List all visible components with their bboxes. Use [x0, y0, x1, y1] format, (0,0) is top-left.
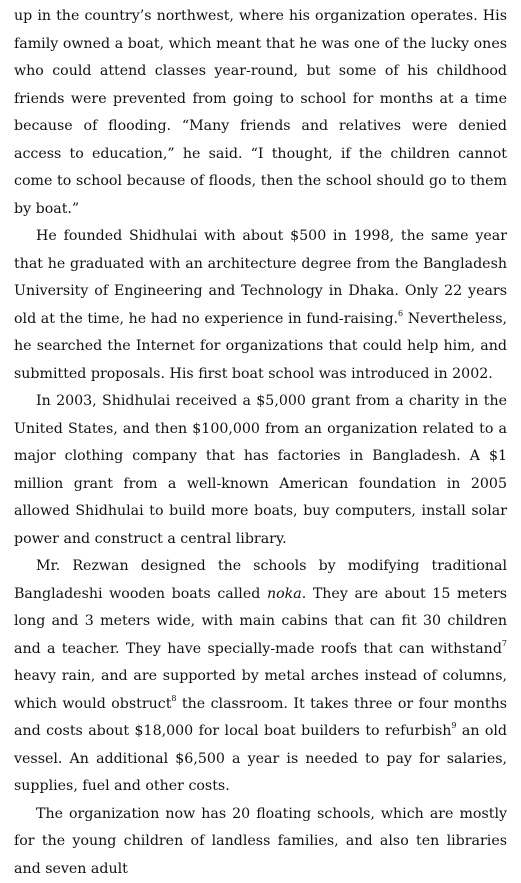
paragraph-text: up in the country’s northwest, where his organization operates. His family owned a boat, which meant that he was one of the lucky ones who could attend classes year-round, but some of his childhood friends were prevented from going to school for months at a time because of flooding. “Many friends and relatives were denied access to education,” he said. “I thought, if the children cannot come to school because of floods, then the school should go to them by boat.” — [14, 8, 507, 217]
italic-term: noka — [267, 586, 302, 602]
paragraph-3 — [14, 388, 507, 553]
paragraph-text: The organization now has 20 floating schools, which are mostly for the young children of landless families, and also ten libraries and seven adult — [14, 806, 507, 877]
paragraph-text: Nevertheless, he searched the Internet for organizations that could help him, and submitted proposals. His first boat school was introduced in 2002. — [14, 311, 507, 382]
paragraph-text: He founded Shidhulai with about $500 in 1998, the same year that he graduated with an architecture degree from the Bangladesh University of Engineering and Technology in Dhaka. Only 22 years old at the time, he had no experience in fund-raising. — [14, 228, 507, 327]
paragraph-5 — [14, 801, 507, 883]
document-page — [14, 3, 507, 883]
paragraph-text: an old vessel. An additional $6,500 a year is needed to pay for salaries, supplies, fuel and other costs. — [14, 723, 507, 794]
paragraph-1 — [14, 3, 507, 223]
paragraph-text: heavy rain, and are supported by metal arches instead of columns, which would obstruct — [14, 668, 507, 712]
footnote-marker: 8 — [171, 694, 176, 703]
paragraph-text: . They are about 15 meters long and 3 meters wide, with main cabins that can fit 30 children and a teacher. They have specially-made roofs that can withstand — [14, 586, 507, 657]
paragraph-4 — [14, 553, 507, 801]
paragraph-text: the classroom. It takes three or four months and costs about $18,000 for local boat builders to refurbish — [14, 696, 507, 740]
footnote-marker: 9 — [451, 721, 456, 730]
paragraph-text: In 2003, Shidhulai received a $5,000 grant from a charity in the United States, and then $100,000 from an organization related to a major clothing company that has factories in Bangladesh. A $1 million grant from a well-known American foundation in 2005 allowed Shidhulai to build more boats, buy computers, install solar power and construct a central library. — [14, 393, 507, 547]
paragraph-2 — [14, 223, 507, 388]
footnote-marker: 6 — [398, 309, 403, 318]
paragraph-text: Mr. Rezwan designed the schools by modifying traditional Bangladeshi wooden boats called — [14, 558, 507, 602]
footnote-marker: 7 — [502, 639, 507, 648]
